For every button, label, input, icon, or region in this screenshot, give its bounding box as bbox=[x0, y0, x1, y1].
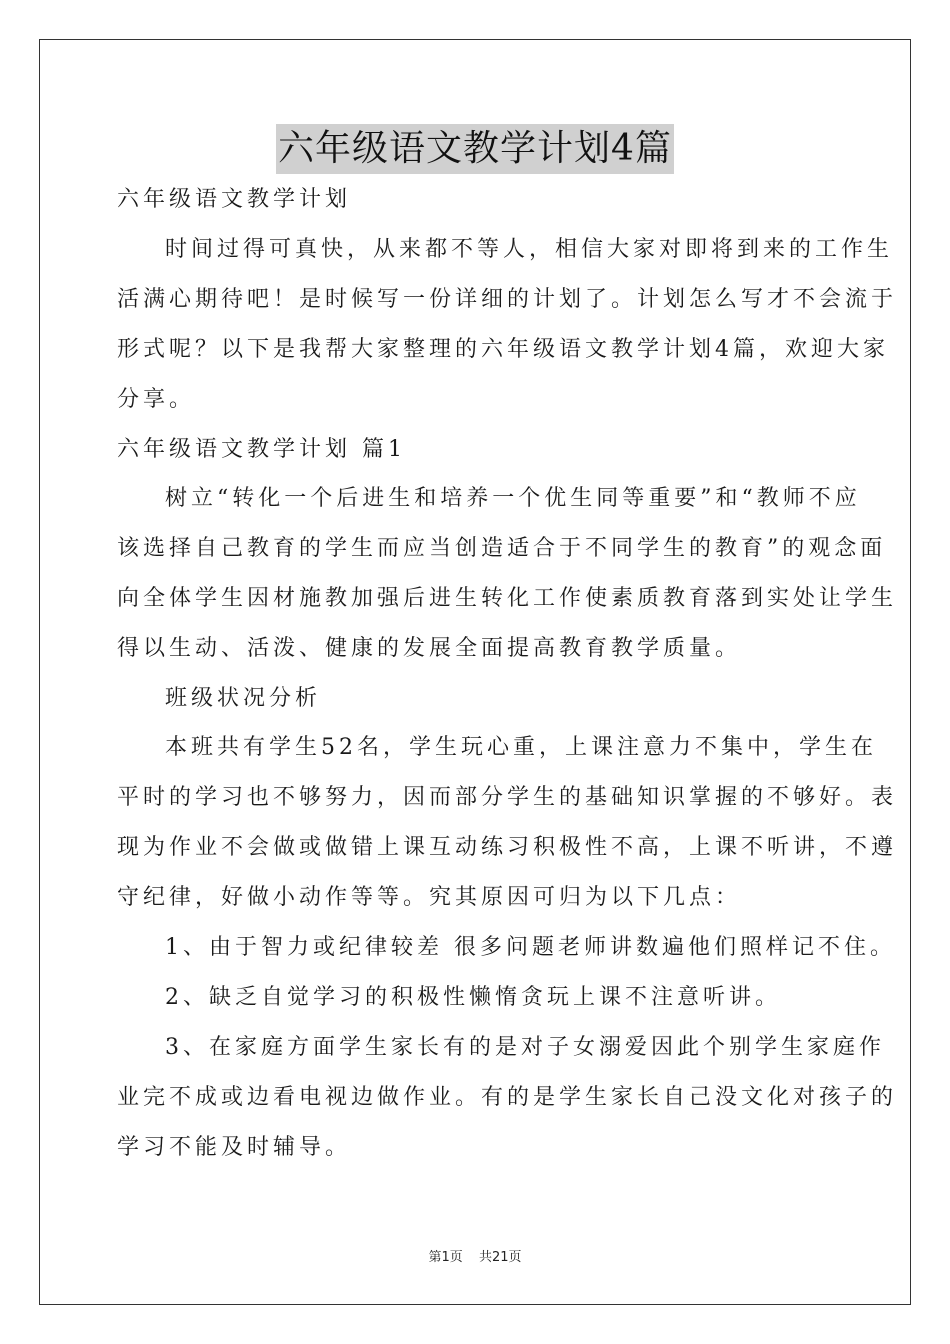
paragraph-line: 本班共有学生52名，学生玩心重，上课注意力不集中，学生在 bbox=[165, 735, 877, 760]
subtitle: 六年级语文教学计划 bbox=[117, 187, 352, 212]
paragraph-line: 平时的学习也不够努力，因而部分学生的基础知识掌握的不够好。表 bbox=[117, 785, 898, 810]
paragraph-line: 时间过得可真快，从来都不等人，相信大家对即将到来的工作生 bbox=[165, 237, 894, 262]
section-heading: 六年级语文教学计划 篇1 bbox=[117, 437, 406, 462]
paragraph-line: 活满心期待吧！是时候写一份详细的计划了。计划怎么写才不会流于 bbox=[117, 287, 898, 312]
paragraph-line: 树立“转化一个后进生和培养一个优生同等重要”和“教师不应 bbox=[165, 486, 861, 511]
title-wrap bbox=[117, 124, 833, 174]
paragraph-line: 向全体学生因材施教加强后进生转化工作使素质教育落到实处让学生 bbox=[117, 586, 898, 611]
document-title: 六年级语文教学计划4篇 bbox=[276, 124, 674, 174]
paragraph-line: 得以生动、活泼、健康的发展全面提高教育教学质量。 bbox=[117, 636, 742, 661]
paragraph-line: 现为作业不会做或做错上课互动练习积极性不高，上课不听讲，不遵 bbox=[117, 835, 898, 860]
list-item: 1、由于智力或纪律较差 很多问题老师讲数遍他们照样记不住。 bbox=[165, 935, 896, 960]
list-item: 3、在家庭方面学生家长有的是对子女溺爱因此个别学生家庭作 bbox=[165, 1035, 885, 1060]
paragraph-line: 守纪律，好做小动作等等。究其原因可归为以下几点： bbox=[117, 885, 742, 910]
paragraph-line: 分享。 bbox=[117, 387, 196, 412]
page-footer bbox=[0, 1246, 950, 1265]
paragraph-line: 业完不成或边看电视边做作业。有的是学生家长自己没文化对孩子的 bbox=[117, 1085, 898, 1110]
paragraph-line: 该选择自己教育的学生而应当创造适合于不同学生的教育”的观念面 bbox=[117, 536, 887, 561]
subsection-heading: 班级状况分析 bbox=[165, 686, 322, 711]
list-item: 2、缺乏自觉学习的积极性懒惰贪玩上课不注意听讲。 bbox=[165, 985, 781, 1010]
paragraph-line: 学习不能及时辅导。 bbox=[117, 1135, 352, 1160]
page-border bbox=[39, 39, 911, 1305]
page-number-total: 共21页 bbox=[478, 1250, 522, 1265]
paragraph-line: 形式呢？以下是我帮大家整理的六年级语文教学计划4篇，欢迎大家 bbox=[117, 337, 889, 362]
page-number-current: 第1页 bbox=[428, 1250, 463, 1265]
